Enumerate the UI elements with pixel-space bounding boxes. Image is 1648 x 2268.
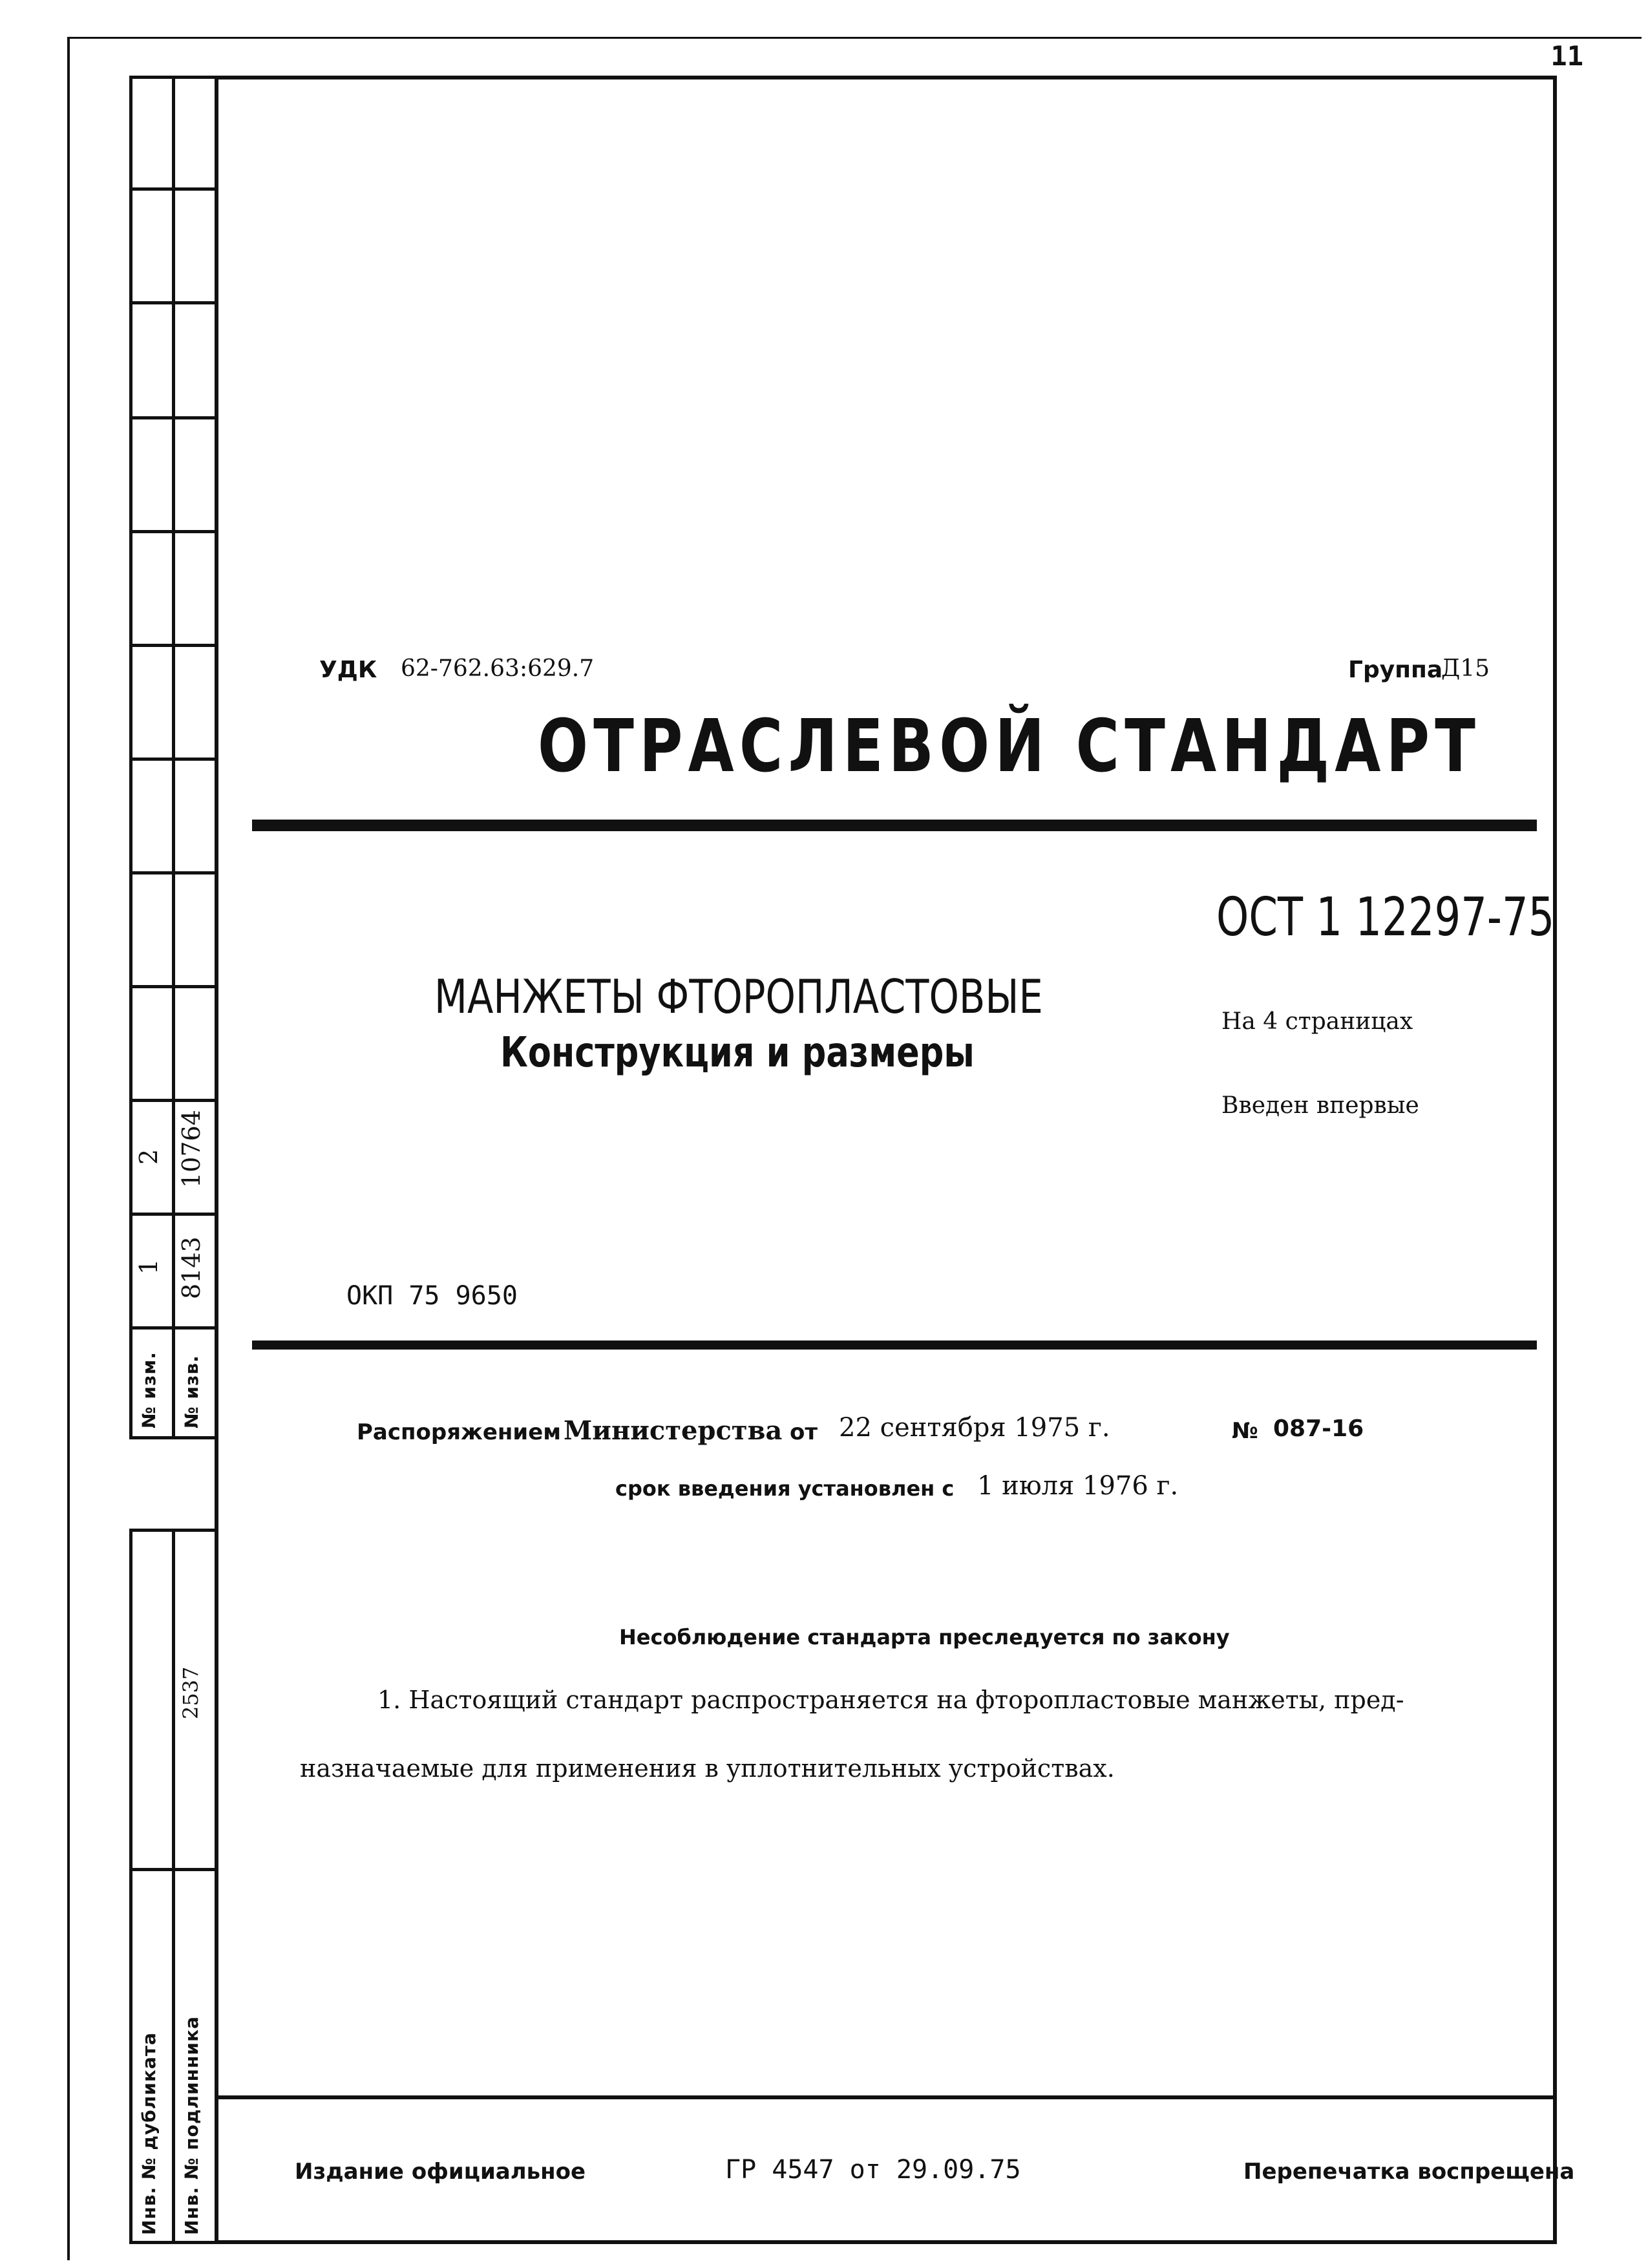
izv-value-1: 8143 [177, 1236, 206, 1299]
document-type-title: ОТРАСЛЕВОЙ СТАНДАРТ [538, 705, 1481, 789]
header-divider-bar [252, 820, 1537, 831]
order-prefix: Распоряжением [357, 1419, 562, 1445]
standard-number: ОСТ 1 12297-75 [1216, 887, 1555, 948]
group-value: Д15 [1441, 655, 1490, 682]
page-count: На 4 страницах [1221, 1008, 1413, 1035]
stamp-row-line [129, 1326, 218, 1330]
effective-label: срок введения установлен с [615, 1476, 955, 1501]
izv-value-2: 10764 [177, 1110, 206, 1188]
inv-podl-value: 2537 [178, 1666, 203, 1719]
order-number-label: № [1232, 1418, 1258, 1444]
stamp-row-line [129, 530, 218, 533]
izv-label: № изв. [181, 1355, 202, 1428]
stamp-row-line [129, 644, 218, 647]
edition-note: Издание официальное [295, 2159, 586, 2185]
stamp-row-line [129, 758, 218, 761]
udk-label: УДК [319, 657, 377, 683]
ministry-label: Министерства [564, 1415, 783, 1446]
legal-warning: Несоблюдение стандарта преследуется по закону [619, 1625, 1230, 1649]
stamp-row-line [129, 871, 218, 874]
stamp-row-line [129, 1213, 218, 1216]
stamp-divider [172, 1529, 175, 2244]
stamp-row-line [129, 301, 218, 304]
udk-value: 62-762.63:629.7 [401, 655, 595, 682]
group-label: Группа [1348, 657, 1443, 683]
izm-label: № изм. [138, 1351, 160, 1428]
order-date: 22 сентября 1975 г. [839, 1413, 1110, 1443]
okp-code: ОКП 75 9650 [346, 1281, 518, 1311]
order-number: 087-16 [1273, 1415, 1364, 1442]
main-page-frame [215, 76, 1557, 2244]
stamp-row-line [129, 416, 218, 419]
izm-value-2: 2 [134, 1149, 163, 1165]
introduced-note: Введен впервые [1221, 1092, 1419, 1119]
paragraph-1-line-2: назначаемые для применения в уплотнительных устройствах. [300, 1754, 1115, 1783]
footer-divider [218, 2095, 1553, 2099]
stamp-row-line [129, 985, 218, 988]
stamp-row-line [129, 187, 218, 191]
stamp-row-line [129, 1099, 218, 1102]
order-divider-bar [252, 1341, 1537, 1350]
inv-podl-label: Инв. № подлинника [181, 2016, 202, 2235]
izm-value-1: 1 [134, 1258, 163, 1275]
reprint-note: Перепечатка воспрещена [1243, 2159, 1575, 2185]
page-number: 11 [1550, 40, 1583, 72]
stamp-row-line [129, 1868, 218, 1871]
standard-title: МАНЖЕТЫ ФТОРОПЛАСТОВЫЕ [434, 970, 1043, 1024]
effective-date: 1 июля 1976 г. [977, 1471, 1179, 1501]
registration-note: ГР 4547 от 29.09.75 [725, 2155, 1021, 2185]
inv-dubl-label: Инв. № дубликата [138, 2032, 160, 2235]
order-from: от [790, 1419, 818, 1445]
paragraph-1-line-1: 1. Настоящий стандарт распространяется на фторопластовые манжеты, пред- [377, 1686, 1404, 1714]
standard-subtitle: Конструкция и размеры [500, 1029, 975, 1077]
